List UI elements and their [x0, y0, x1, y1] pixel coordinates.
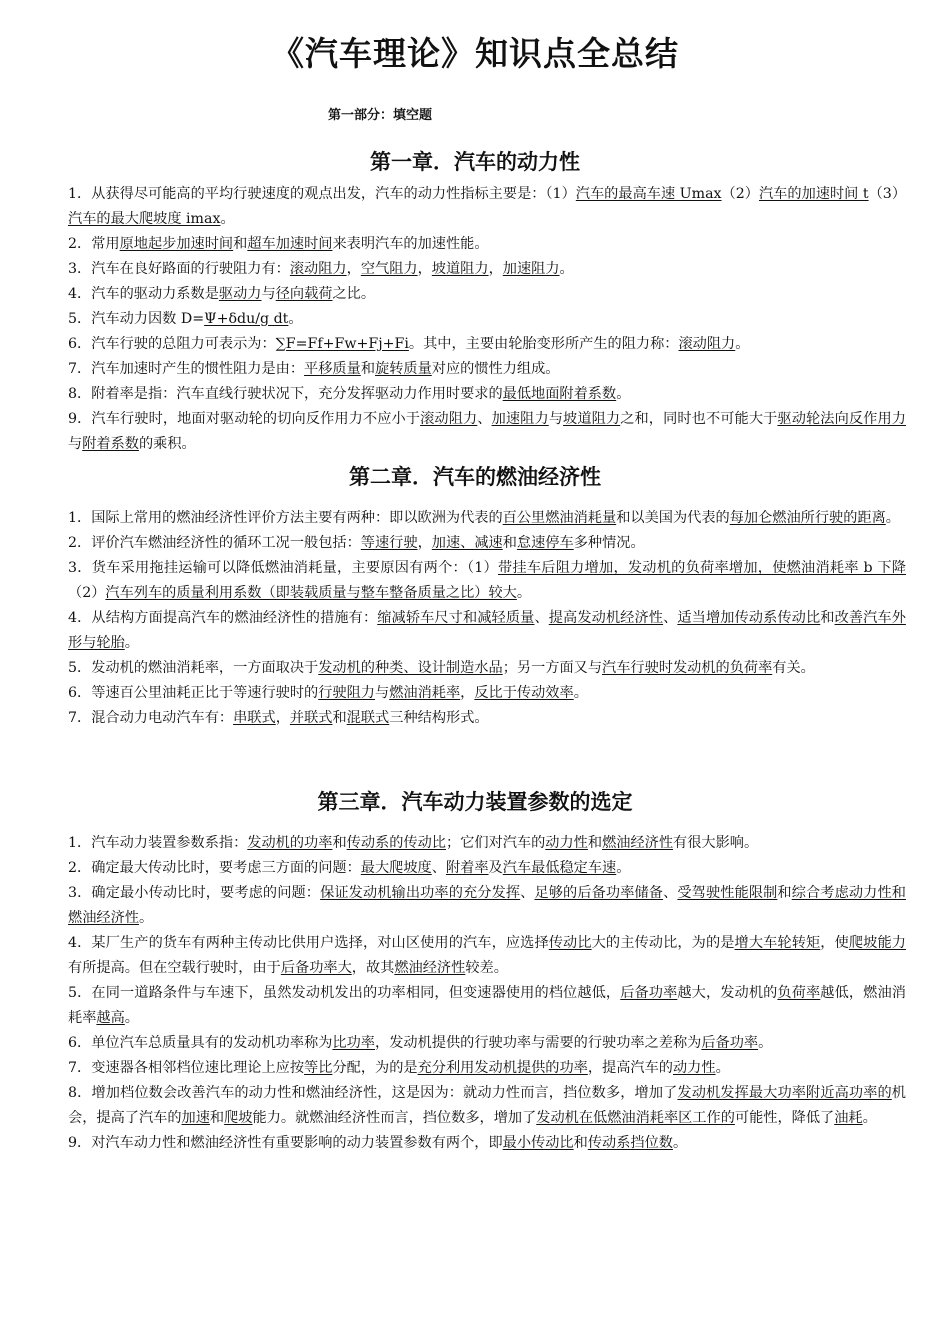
- item-text: 汽车在良好路面的行驶阻力有：: [91, 261, 290, 277]
- answer-text: 怠速停车: [516, 535, 574, 551]
- item-text: 发动机的燃油消耗率，一方面取决于: [91, 660, 319, 676]
- answer-text: 燃油经济性: [394, 960, 466, 976]
- item-text: 与: [375, 685, 390, 701]
- item-text: 常用: [91, 236, 120, 252]
- answer-text: 爬坡: [224, 1110, 253, 1126]
- answer-text: 行驶阻力: [318, 685, 375, 701]
- list-item: [68, 531, 906, 556]
- answer-text: 综合考虑动力性和燃油经济性: [68, 885, 906, 926]
- item-number: 3．: [68, 885, 92, 901]
- item-number: 5．: [68, 985, 92, 1001]
- answer-text: Ψ+δdu/g dt: [204, 311, 289, 327]
- item-text: 之和，同时也不可能大于: [620, 411, 778, 427]
- item-text: 和: [332, 710, 347, 726]
- item-text: （2）: [68, 585, 106, 601]
- answer-text: 加速阻力: [491, 411, 549, 427]
- answer-text: 混联式: [346, 710, 390, 726]
- answer-text: 最低地面附着系数: [502, 386, 617, 402]
- item-text: 增加档位数会改善汽车的动力性和燃油经济性，这是因为：就动力性而言，挡位数多，增加了: [91, 1085, 678, 1101]
- chapter-3-title: 第三章．汽车动力装置参数的选定: [317, 790, 633, 814]
- item-text: 有很大影响。: [673, 835, 759, 851]
- item-text: 和: [820, 610, 835, 626]
- item-text: 。: [573, 685, 588, 701]
- item-text: 机会，提高了汽车的: [68, 1085, 906, 1126]
- item-text: 汽车动力因数 D=: [91, 311, 205, 327]
- answer-text: 传动比: [548, 935, 592, 951]
- item-number: 7．: [68, 361, 92, 377]
- list-item: [68, 1056, 906, 1081]
- answer-text: 传动系挡位数: [587, 1135, 673, 1151]
- item-text: 和: [332, 835, 347, 851]
- item-text: 越大，发动机的: [677, 985, 778, 1001]
- item-text: 确定最小传动比时，要考虑的问题：: [91, 885, 321, 901]
- chapter-1-items: [68, 182, 906, 457]
- answer-text: 反比于传动效率: [474, 685, 574, 701]
- answer-text: 汽车的最高车速 Umax: [575, 186, 722, 202]
- item-text: 附着率是指：汽车直线行驶状况下，充分发挥驱动力作用时要求的: [91, 386, 503, 402]
- item-number: 9．: [68, 411, 92, 427]
- item-text: 大的主传动比，为的是: [591, 935, 735, 951]
- item-text: ，发动机提供的行驶功率与需要的行驶功率之差称为: [375, 1035, 702, 1051]
- answer-text: 加速阻力: [502, 261, 560, 277]
- item-text: ，: [417, 261, 432, 277]
- item-text: 三种结构形式。: [389, 710, 489, 726]
- item-text: 和: [233, 236, 248, 252]
- item-text: ；另一方面又与: [502, 660, 603, 676]
- item-text: 。: [735, 336, 750, 352]
- item-text: ；它们对汽车的: [445, 835, 546, 851]
- answer-text: 驱动轮法向反作用力: [777, 411, 906, 427]
- answer-text: ∑F=Ff+Fw+Fj+Fi: [275, 336, 409, 352]
- item-text: 、: [520, 885, 535, 901]
- list-item: [68, 282, 906, 307]
- list-item: [68, 706, 906, 731]
- item-number: 5．: [68, 311, 92, 327]
- item-number: 9．: [68, 1135, 92, 1151]
- list-item: [68, 182, 906, 232]
- item-number: 1．: [68, 510, 92, 526]
- answer-text: 带挂车后阻力增加，发动机的负荷率增加，使燃油消耗率 b 下降: [497, 560, 906, 576]
- item-text: 在同一道路条件与车速下，虽然发动机发出的功率相同，但变速器使用的档位越低，: [91, 985, 621, 1001]
- item-text: 和: [573, 1135, 588, 1151]
- item-number: 7．: [68, 1060, 92, 1076]
- item-text: 国际上常用的燃油经济性评价方法主要有两种：即以欧洲为代表的: [91, 510, 503, 526]
- answer-text: 越高: [96, 1010, 125, 1026]
- item-text: 。: [220, 211, 235, 227]
- item-text: 。: [138, 910, 154, 926]
- list-item: [68, 656, 906, 681]
- chapter-3-items: [68, 831, 906, 1156]
- answer-text: 足够的后备功率储备: [534, 885, 664, 901]
- answer-text: 油耗: [834, 1110, 863, 1126]
- list-item: [68, 606, 906, 656]
- answer-text: 加速、减速: [431, 535, 503, 551]
- list-item: [68, 981, 906, 1031]
- list-item: [68, 232, 906, 257]
- item-text: 能力。就燃油经济性而言，挡位数多，增加了: [252, 1110, 537, 1126]
- item-text: 汽车的驱动力系数是: [91, 286, 219, 302]
- item-text: 及: [488, 860, 503, 876]
- answer-text: 超车加速时间: [247, 236, 333, 252]
- item-text: ，: [275, 710, 290, 726]
- item-text: 。其中，主要由轮胎变形所产生的阻力称：: [408, 336, 679, 352]
- answer-text: 百公里燃油消耗量: [502, 510, 617, 526]
- answer-text: 汽车列车的质量利用系数（即装载质量与整车整备质量之比）较大: [105, 585, 517, 601]
- list-item: [68, 1081, 906, 1131]
- item-number: 4．: [68, 935, 92, 951]
- item-text: 对应的惯性力组成。: [431, 361, 560, 377]
- answer-text: 提高发动机经济性: [548, 610, 664, 626]
- item-text: 某厂生产的货车有两种主传动比供用户选择，对山区使用的汽车，应选择: [91, 935, 549, 951]
- answer-text: 并联式: [289, 710, 333, 726]
- answer-text: 发动机的功率: [247, 835, 333, 851]
- answer-text: 后备功率大: [280, 960, 352, 976]
- item-text: 。: [516, 585, 532, 601]
- item-text: 汽车行驶的总阻力可表示为：: [91, 336, 276, 352]
- item-text: 对汽车动力性和燃油经济性有重要影响的动力装置参数有两个，即: [91, 1135, 503, 1151]
- answer-text: 滚动阻力: [289, 261, 347, 277]
- item-text: 等速百公里油耗正比于等速行驶时的: [91, 685, 319, 701]
- item-text: 来表明汽车的加速性能。: [332, 236, 489, 252]
- item-text: ，: [417, 535, 432, 551]
- item-number: 6．: [68, 685, 92, 701]
- answer-text: 旋转质量: [375, 361, 432, 377]
- answer-text: 坡道阻力: [431, 261, 489, 277]
- answer-text: 动力性: [545, 835, 588, 851]
- answer-text: 驱动力: [218, 286, 262, 302]
- item-number: 6．: [68, 336, 92, 352]
- item-text: （3）: [868, 186, 907, 202]
- item-number: 3．: [68, 261, 92, 277]
- item-text: 货车采用拖挂运输可以降低燃油消耗量，主要原因有两个：（1）: [91, 560, 498, 576]
- answer-text: 比功率: [332, 1035, 375, 1051]
- item-text: 混合动力电动汽车有：: [91, 710, 234, 726]
- item-text: ，: [460, 685, 475, 701]
- answer-text: 燃油经济性: [602, 835, 674, 851]
- answer-text: 汽车的加速时间 t: [758, 186, 869, 202]
- item-text: ，故其: [351, 960, 395, 976]
- item-number: 3．: [68, 560, 92, 576]
- answer-text: 发动机发挥最大功率附近高功率的: [677, 1085, 892, 1101]
- item-text: 。: [124, 635, 139, 651]
- answer-text: 串联式: [233, 710, 276, 726]
- chapter-2-title: 第二章．汽车的燃油经济性: [349, 465, 601, 489]
- item-number: 4．: [68, 610, 92, 626]
- item-text: 、: [431, 860, 446, 876]
- item-text: 和以美国为代表的: [616, 510, 730, 526]
- answer-text: 负荷率: [777, 985, 821, 1001]
- item-number: 2．: [68, 535, 92, 551]
- item-text: 变速器各相邻档位速比理论上应按: [91, 1060, 305, 1076]
- item-text: 、: [663, 885, 678, 901]
- answer-text: 爬坡能力: [848, 935, 906, 951]
- answer-text: 适当增加传动系传动比: [677, 610, 821, 626]
- item-number: 2．: [68, 860, 92, 876]
- item-text: ，: [488, 261, 503, 277]
- item-text: 单位汽车总质量具有的发动机功率称为: [91, 1035, 333, 1051]
- item-text: 多种情况。: [573, 535, 645, 551]
- answer-text: 燃油消耗率: [389, 685, 461, 701]
- answer-text: 汽车最低稳定车速: [502, 860, 617, 876]
- list-item: [68, 556, 906, 606]
- answer-text: 坡道阻力: [563, 411, 621, 427]
- list-item: [68, 931, 906, 981]
- item-number: 1．: [68, 835, 92, 851]
- item-text: 与: [261, 286, 276, 302]
- item-text: 汽车动力装置参数系指：: [91, 835, 248, 851]
- item-text: 。: [616, 386, 631, 402]
- answer-text: 后备功率: [701, 1035, 759, 1051]
- list-item: [68, 382, 906, 407]
- list-item: [68, 856, 906, 881]
- item-text: 。: [885, 510, 900, 526]
- item-text: 。: [672, 1135, 688, 1151]
- item-text: （2）: [721, 186, 759, 202]
- item-text: 从获得尽可能高的平均行驶速度的观点出发，汽车的动力性指标主要是：（1）: [91, 186, 576, 202]
- answer-text: 附着率: [445, 860, 489, 876]
- answer-text: 最大爬坡度: [360, 860, 432, 876]
- item-number: 7．: [68, 710, 92, 726]
- document-title: 《汽车理论》知识点全总结: [271, 34, 679, 73]
- item-text: 。: [559, 261, 574, 277]
- item-text: 从结构方面提高汽车的燃油经济性的措施有：: [91, 610, 378, 626]
- item-text: 和: [502, 535, 517, 551]
- item-text: 、: [663, 610, 678, 626]
- item-number: 5．: [68, 660, 92, 676]
- list-item: [68, 407, 906, 457]
- item-text: 之比。: [332, 286, 376, 302]
- item-text: 、: [534, 610, 549, 626]
- item-text: ，提高汽车的: [587, 1060, 673, 1076]
- answer-text: 汽车行驶时发动机的负荷率: [602, 660, 773, 676]
- item-number: 2．: [68, 236, 92, 252]
- item-text: 有所提高。但在空载行驶时，由于: [68, 960, 281, 976]
- chapter-1-title: 第一章．汽车的动力性: [370, 150, 580, 174]
- answer-text: 动力性: [672, 1060, 716, 1076]
- item-text: ，使: [820, 935, 849, 951]
- list-item: [68, 506, 906, 531]
- chapter-2-items: [68, 506, 906, 731]
- item-text: 的乘积。: [138, 436, 196, 452]
- answer-text: 等速行驶: [360, 535, 418, 551]
- item-text: 可能性，降低了: [734, 1110, 835, 1126]
- item-text: ，: [346, 261, 361, 277]
- answer-text: 原地起步加速时间: [119, 236, 234, 252]
- item-text: 和: [587, 835, 603, 851]
- answer-text: 滚动阻力: [420, 411, 478, 427]
- item-text: 评价汽车燃油经济性的循环工况一般包括：: [91, 535, 361, 551]
- list-item: [68, 332, 906, 357]
- list-item: [68, 357, 906, 382]
- answer-text: 传动系的传动比: [346, 835, 446, 851]
- answer-text: 充分利用发动机提供的功率: [417, 1060, 588, 1076]
- answer-text: 等比: [304, 1060, 333, 1076]
- answer-text: 空气阻力: [360, 261, 418, 277]
- item-text: 、: [477, 411, 492, 427]
- answer-text: 每加仑燃油所行驶的距离: [729, 510, 886, 526]
- answer-text: 加速: [181, 1110, 210, 1126]
- item-number: 8．: [68, 386, 92, 402]
- answer-text: 改善汽车外形与轮胎: [68, 610, 906, 651]
- item-text: 确定最大传动比时，要考虑三方面的问题：: [91, 860, 361, 876]
- list-item: [68, 307, 906, 332]
- item-text: 汽车加速时产生的惯性阻力是由：: [91, 361, 305, 377]
- list-item: [68, 681, 906, 706]
- item-text: 。: [616, 860, 631, 876]
- item-text: 分配，为的是: [332, 1060, 418, 1076]
- list-item: [68, 1031, 906, 1056]
- item-text: 与: [548, 411, 564, 427]
- answer-text: 平移质量: [304, 361, 361, 377]
- answer-text: 保证发动机输出功率的充分发挥: [320, 885, 521, 901]
- item-number: 8．: [68, 1085, 92, 1101]
- item-text: 。: [715, 1060, 730, 1076]
- answer-text: 汽车的最大爬坡度 imax: [68, 211, 221, 227]
- item-text: 和: [777, 885, 792, 901]
- list-item: [68, 1131, 906, 1156]
- answer-text: 增大车轮转矩: [734, 935, 821, 951]
- item-number: 4．: [68, 286, 92, 302]
- answer-text: 发动机的种类、设计制造水品: [318, 660, 503, 676]
- item-text: 越低，燃油消耗率: [68, 985, 906, 1026]
- answer-text: 缩减轿车尺寸和减轻质量: [377, 610, 535, 626]
- item-number: 1．: [68, 186, 92, 202]
- item-text: 与: [68, 436, 83, 452]
- list-item: [68, 881, 906, 931]
- item-text: 。: [288, 311, 303, 327]
- item-text: 。: [124, 1010, 139, 1026]
- item-text: 汽车行驶时，地面对驱动轮的切向反作用力不应小于: [91, 411, 421, 427]
- item-text: 和: [360, 361, 376, 377]
- item-text: 。: [862, 1110, 877, 1126]
- item-text: 有关。: [772, 660, 815, 676]
- item-text: 较差。: [465, 960, 508, 976]
- part-heading: 第一部分：填空题: [328, 108, 433, 123]
- item-text: 和: [209, 1110, 225, 1126]
- list-item: [68, 257, 906, 282]
- answer-text: 径向载荷: [275, 286, 333, 302]
- answer-text: 附着系数: [82, 436, 139, 452]
- answer-text: 发动机在低燃油消耗率区工作的: [536, 1110, 735, 1126]
- list-item: [68, 831, 906, 856]
- answer-text: 滚动阻力: [678, 336, 736, 352]
- answer-text: 受驾驶性能限制: [677, 885, 778, 901]
- answer-text: 后备功率: [620, 985, 678, 1001]
- answer-text: 最小传动比: [502, 1135, 574, 1151]
- item-text: 。: [758, 1035, 773, 1051]
- item-number: 6．: [68, 1035, 92, 1051]
